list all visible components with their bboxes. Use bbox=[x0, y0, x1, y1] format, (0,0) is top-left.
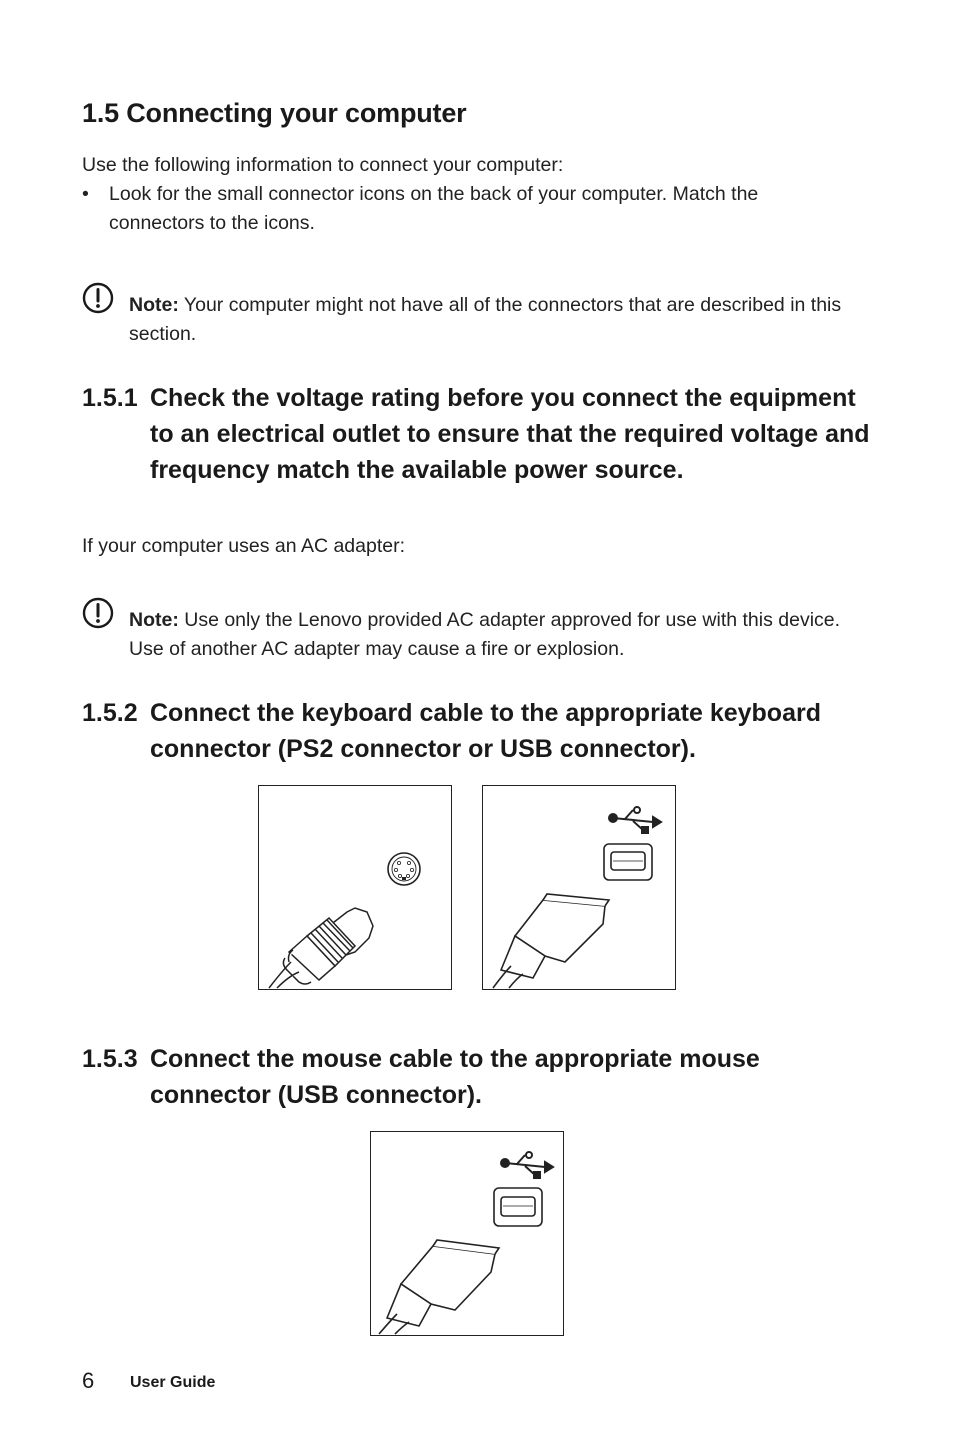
usb-plug bbox=[379, 1240, 499, 1334]
subsection-number: 1.5.3 bbox=[82, 1045, 138, 1073]
section-title: 1.5 Connecting your computer bbox=[82, 98, 467, 128]
attention-icon bbox=[82, 597, 114, 629]
note-text: Use only the Lenovo provided AC adapter approved for use with this device. Use of another AC adapter may cause a fire or explosion. bbox=[129, 609, 841, 660]
bullet-text: Look for the small connector icons on the back of your computer. Match the connectors to the icons. bbox=[109, 183, 759, 234]
bullet-marker: • bbox=[82, 183, 89, 205]
note-label: Note: bbox=[129, 609, 179, 631]
ps2-port bbox=[388, 853, 420, 885]
ac-adapter-text: If your computer uses an AC adapter: bbox=[82, 535, 406, 557]
subsection-number: 1.5.2 bbox=[82, 699, 138, 727]
usb-icon bbox=[609, 807, 661, 833]
subsection-title: Connect the mouse cable to the appropriate mouse connector (USB connector). bbox=[150, 1045, 760, 1109]
subsection-title: Connect the keyboard cable to the appropriate keyboard connector (PS2 connector or USB connector). bbox=[150, 699, 821, 763]
usb-port bbox=[604, 844, 652, 880]
subsection-1-5-3 bbox=[82, 1041, 872, 1117]
subsection-1-5-1 bbox=[82, 380, 872, 530]
usb-keyboard-figure bbox=[482, 785, 676, 990]
subsection-1-5-2 bbox=[82, 695, 872, 771]
note-label: Note: bbox=[129, 294, 179, 316]
page-number: 6 bbox=[82, 1368, 95, 1393]
ps2-connector-figure bbox=[258, 785, 452, 990]
ps2-plug bbox=[269, 908, 373, 988]
usb-port bbox=[494, 1188, 542, 1226]
subsection-number: 1.5.1 bbox=[82, 384, 138, 412]
attention-icon bbox=[82, 282, 114, 314]
subsection-title: Check the voltage rating before you connect the equipment to an electrical outlet to ensure that the required voltage and frequency match the available power source. bbox=[150, 384, 870, 484]
footer-label: User Guide bbox=[130, 1374, 216, 1391]
usb-plug bbox=[493, 894, 609, 988]
usb-icon bbox=[501, 1152, 553, 1178]
usb-mouse-figure bbox=[370, 1131, 564, 1336]
note-text: Your computer might not have all of the connectors that are described in this section. bbox=[129, 294, 842, 345]
intro-text: Use the following information to connect your computer: bbox=[82, 154, 564, 176]
